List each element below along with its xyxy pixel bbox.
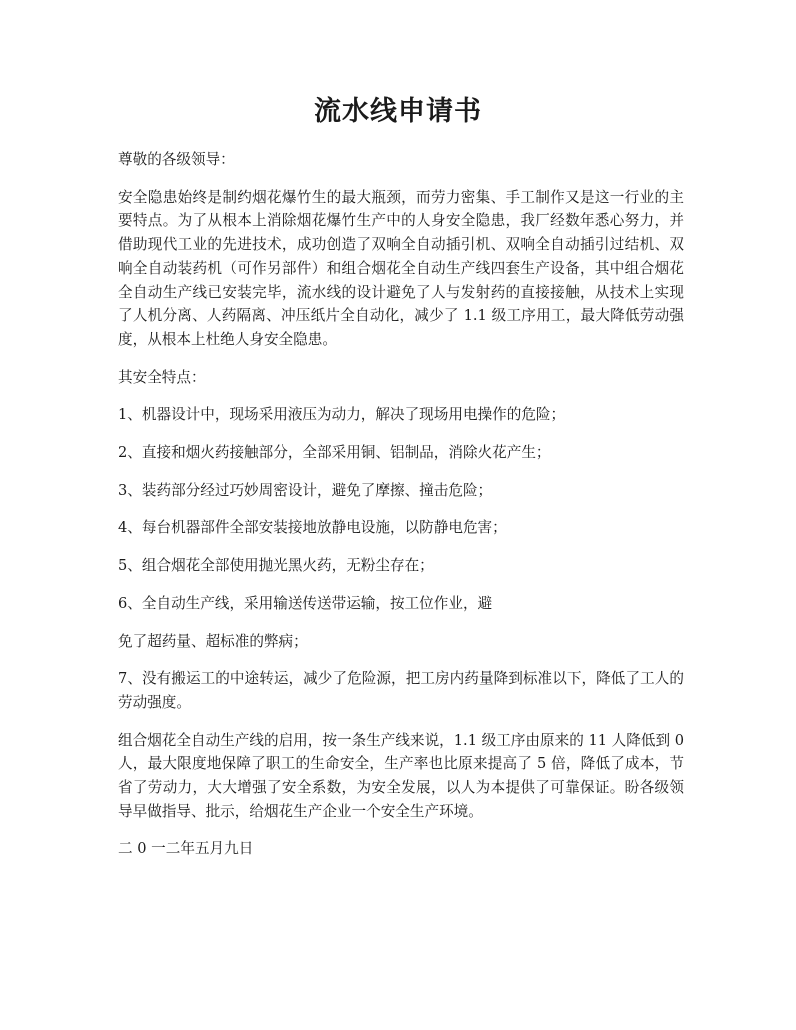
feature-item-2: 2、直接和烟火药接触部分，全部采用铜、铝制品，消除火花产生； bbox=[118, 444, 551, 462]
document-title: 流水线申请书 bbox=[314, 96, 482, 127]
feature-item-4: 4、每台机器部件全部安装接地放静电设施，以防静电危害； bbox=[118, 519, 507, 537]
intro-paragraph: 安全隐患始终是制约烟花爆竹生的最大瓶颈，而劳力密集、手工制作又是这一行业的主要特点。为了从根本上消除烟花爆竹生产中的人身安全隐患，我厂经数年悉心努力，并借助现代工业的先进技术，成功创造了双响全自动插引机、双响全自动插引过结机、双响全自动装药机（可作另部件）和组合烟花全自动生产线四套生产设备，其中组合烟花全自动生产线已安装完毕，流水线的设计避免了人与发射药的直接接触，从技术上实现了人机分离、人药隔离、冲压纸片全自动化，减少了 1.1 级工序用工，最大降低劳动强度，从根本上杜绝人身安全隐患。 bbox=[118, 188, 684, 348]
document-date: 二 0 一二年五月九日 bbox=[118, 840, 254, 858]
feature-item-6-continued: 免了超药量、超标准的弊病； bbox=[118, 632, 308, 650]
feature-item-5: 5、组合烟花全部使用抛光黑火药，无粉尘存在； bbox=[118, 557, 434, 575]
feature-item-3: 3、装药部分经过巧妙周密设计，避免了摩擦、撞击危险； bbox=[118, 481, 493, 499]
feature-item-7: 7、没有搬运工的中途转运，减少了危险源，把工房内药量降到标准以下，降低了工人的劳动强度。 bbox=[118, 670, 684, 711]
feature-item-6: 6、全自动生产线，采用输送传送带运输，按工位作业，避 bbox=[118, 594, 493, 612]
conclusion-paragraph: 组合烟花全自动生产线的启用，按一条生产线来说，1.1 级工序由原来的 11 人降低到 0 人，最大限度地保障了职工的生命安全，生产率也比原来提高了 5 倍，降低了成本，节省了劳动力，大大增强了安全系数，为安全发展，以人为本提供了可靠保证。盼各级领导早做指导、批示，给烟花生产企业一个安全生产环境。 bbox=[118, 731, 684, 820]
feature-item-1: 1、机器设计中，现场采用液压为动力，解决了现场用电操作的危险； bbox=[118, 406, 566, 424]
document-body bbox=[118, 148, 684, 875]
salutation: 尊敬的各级领导： bbox=[118, 151, 235, 168]
features-heading: 其安全特点： bbox=[118, 368, 206, 386]
